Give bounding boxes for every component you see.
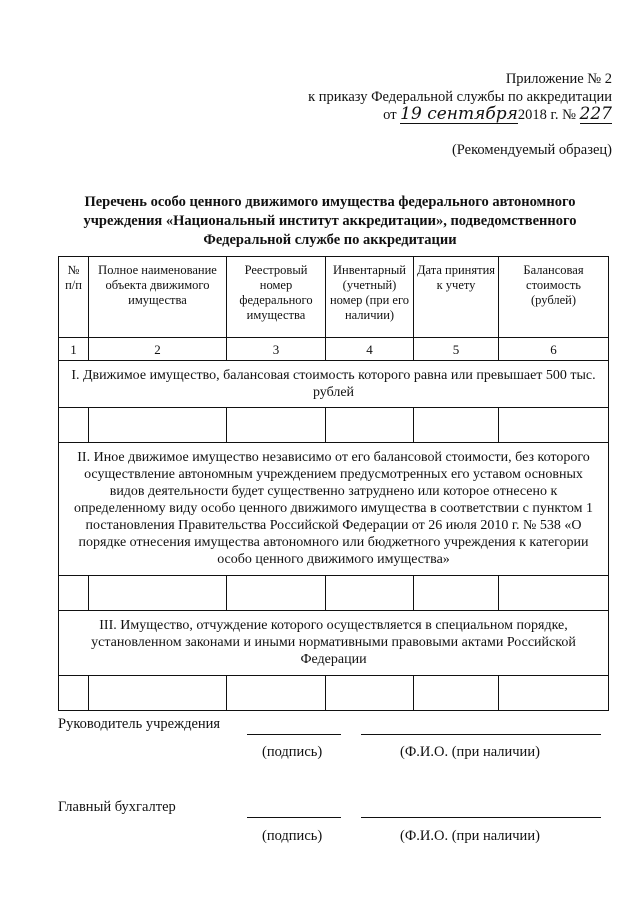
date-prefix: от [383, 107, 397, 123]
head-name-caption: (Ф.И.О. (при наличии) [400, 744, 540, 760]
table-cell [326, 408, 414, 443]
handwritten-number: 227 [579, 104, 612, 124]
table-cell [89, 676, 227, 711]
section-row [59, 443, 609, 576]
table-cell [227, 408, 326, 443]
table-cell [326, 576, 414, 611]
section-row [59, 361, 609, 408]
column-number: 6 [499, 338, 609, 361]
table-cell [89, 576, 227, 611]
table-cell [59, 676, 89, 711]
column-header: Полное наименование объекта движимого имущества [89, 257, 227, 338]
column-header: Дата принятия к учету [414, 257, 499, 338]
document-title: Перечень особо ценного движимого имущества федерального автономного учреждения «Национальный институт аккредитации», подведомственного Федеральной службе по аккредитации [83, 194, 577, 248]
table-cell [89, 408, 227, 443]
column-header: Реестровый номер федерального имущества [227, 257, 326, 338]
table-cell [499, 408, 609, 443]
section-heading-2: II. Иное движимое имущество независимо от его балансовой стоимости, без которого осуществление автономным учреждением предусмотренных его уставом основных видов деятельности будет существенно затруднено или которое отнесено к определенному виду особо ценного движимого имущества в соответствии с пунктом 1 постановления Правительства Российской Федерации от 26 июля 2010 г. № 538 «О порядке отнесения имущества автономного или бюджетного учреждения к категории особо ценного движимого имущества» [59, 443, 609, 576]
table-row [59, 576, 609, 611]
column-number: 3 [227, 338, 326, 361]
column-header: Инвентарный (учетный) номер (при его наличии) [326, 257, 414, 338]
handwritten-date: 19 сентября [400, 104, 518, 124]
head-signature-line[interactable] [247, 734, 341, 735]
accountant-name-caption: (Ф.И.О. (при наличии) [400, 828, 540, 844]
table-cell [227, 576, 326, 611]
section-row [59, 611, 609, 676]
column-header: № п/п [59, 257, 89, 338]
table-header-row [59, 257, 609, 338]
accountant-signature-line[interactable] [247, 817, 341, 818]
property-table [58, 256, 609, 711]
table-cell [414, 408, 499, 443]
accountant-name-line[interactable] [361, 817, 601, 818]
accountant-signature-label: Главный бухгалтер [58, 799, 176, 815]
order-reference: к приказу Федеральной службы по аккредитации [308, 89, 612, 105]
accountant-signature-caption: (подпись) [262, 828, 323, 844]
head-signature-label: Руководитель учреждения [58, 716, 221, 732]
column-number: 5 [414, 338, 499, 361]
table-cell [499, 676, 609, 711]
column-number: 1 [59, 338, 89, 361]
table-cell [227, 676, 326, 711]
column-number: 4 [326, 338, 414, 361]
column-header: Балансовая стоимость (рублей) [499, 257, 609, 338]
table-cell [59, 408, 89, 443]
table-row [59, 676, 609, 711]
column-number: 2 [89, 338, 227, 361]
section-heading-3: III. Имущество, отчуждение которого осуществляется в специальном порядке, установленном законами и иными нормативными правовыми актами Российской Федерации [59, 611, 609, 676]
table-cell [59, 576, 89, 611]
table-cell [414, 576, 499, 611]
table-row [59, 408, 609, 443]
order-date-line [300, 105, 612, 124]
appendix-number: Приложение № 2 [505, 71, 612, 87]
table-cell [414, 676, 499, 711]
year-text: 2018 г. № [517, 107, 576, 123]
head-signature-caption: (подпись) [262, 744, 323, 760]
table-cell [326, 676, 414, 711]
sample-note: (Рекомендуемый образец) [451, 142, 612, 158]
column-number-row [59, 338, 609, 361]
table-cell [499, 576, 609, 611]
section-heading-1: I. Движимое имущество, балансовая стоимость которого равна или превышает 500 тыс. рублей [59, 361, 609, 408]
head-name-line[interactable] [361, 734, 601, 735]
